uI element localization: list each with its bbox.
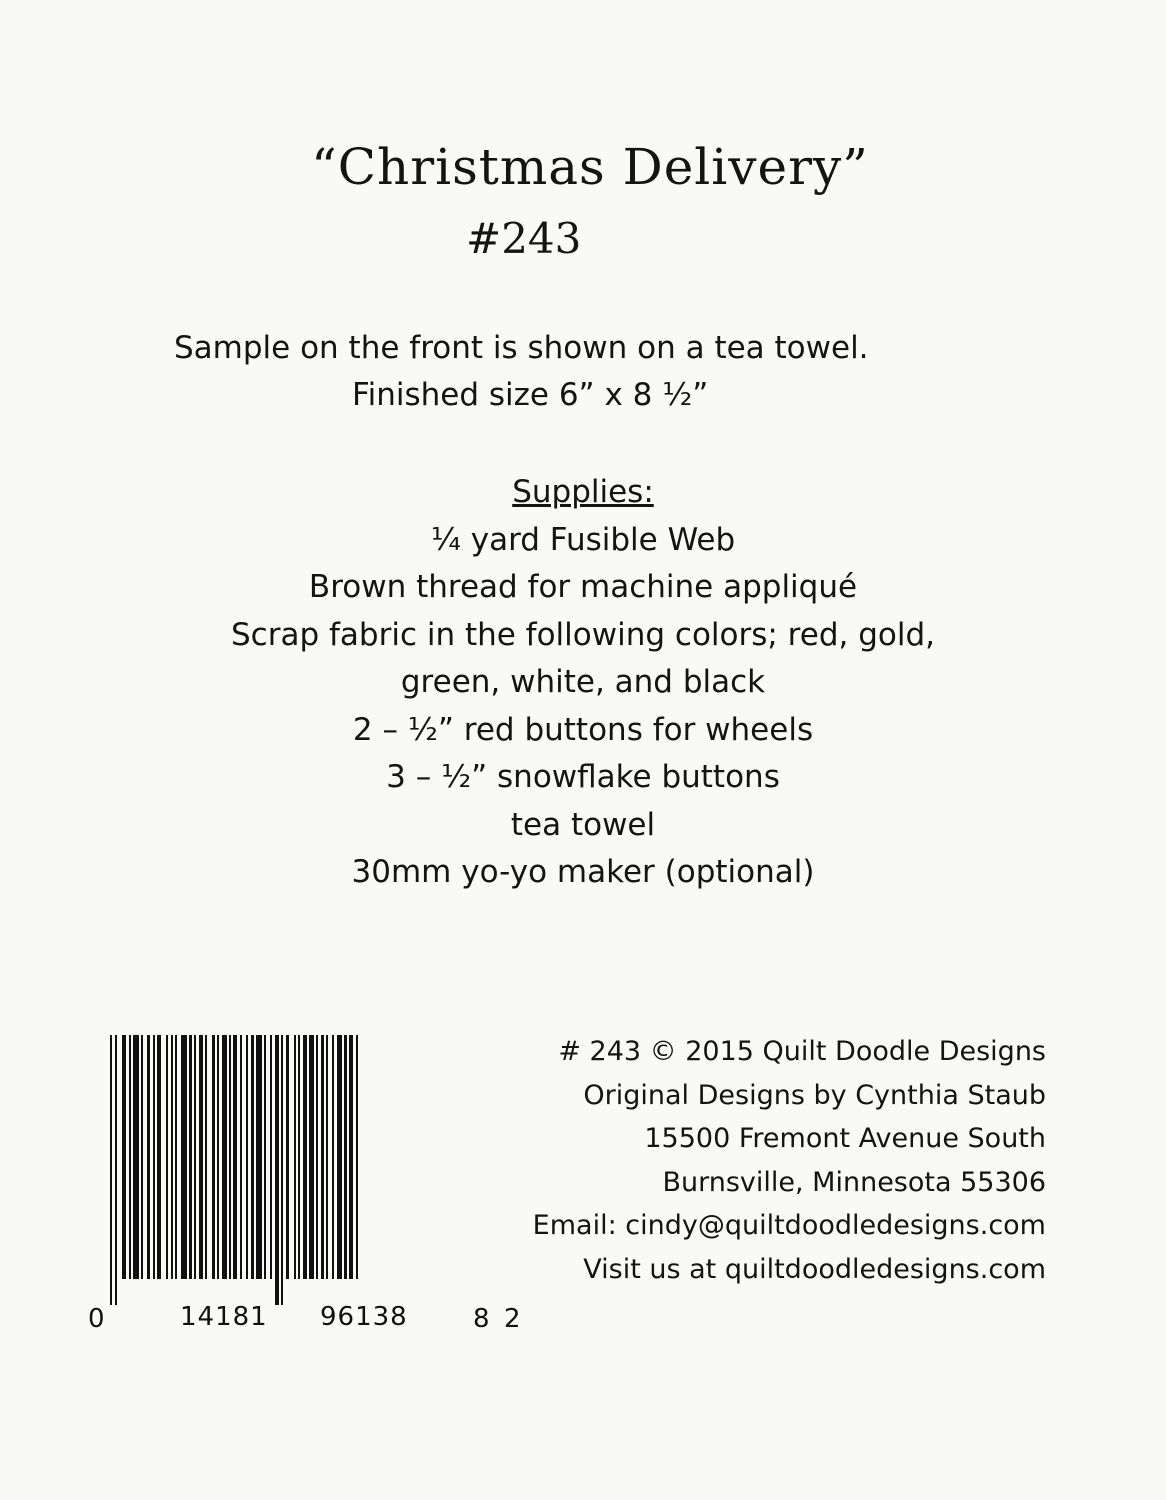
barcode-bar: [181, 1035, 187, 1279]
upc-barcode: [84, 1035, 524, 1335]
barcode-bar: [356, 1035, 358, 1279]
barcode-bar: [141, 1035, 143, 1279]
barcode-bar: [175, 1035, 177, 1279]
barcode-bar: [246, 1035, 248, 1279]
barcode-bar: [298, 1035, 300, 1279]
barcode-bar: [321, 1035, 324, 1279]
barcode-bar: [194, 1035, 196, 1279]
designer-line: Original Designs by Cynthia Staub: [583, 1079, 1046, 1111]
publisher-info: [533, 1030, 1046, 1291]
pattern-number: #243: [466, 214, 582, 263]
barcode-bar: [316, 1035, 318, 1279]
barcode-bar: [251, 1035, 254, 1279]
barcode-bar: [212, 1035, 215, 1279]
barcode-bar: [281, 1035, 283, 1305]
barcode-bar: [153, 1035, 155, 1279]
barcode-bar: [133, 1035, 139, 1279]
address-city: Burnsville, Minnesota 55306: [662, 1166, 1046, 1198]
barcode-bar: [275, 1035, 279, 1305]
email-line: Email: cindy@quiltdoodledesigns.com: [532, 1210, 1046, 1241]
barcode-bar: [199, 1035, 203, 1279]
barcode-group-right: 96138: [320, 1302, 408, 1332]
barcode-bar: [349, 1035, 353, 1279]
supply-item: ¼ yard Fusible Web: [430, 521, 736, 558]
supply-item: Brown thread for machine appliqué: [308, 569, 858, 605]
barcode-bar: [344, 1035, 347, 1279]
barcode-bar: [240, 1035, 242, 1279]
barcode-bar: [166, 1035, 168, 1279]
barcode-bar: [332, 1035, 334, 1279]
barcode-group-left: 14181: [180, 1302, 268, 1332]
barcode-bar: [303, 1035, 307, 1279]
barcode-bar: [294, 1035, 296, 1279]
supply-item: 30mm yo-yo maker (optional): [351, 854, 815, 890]
barcode-bar: [326, 1035, 328, 1279]
barcode-bar: [256, 1035, 262, 1279]
supply-item: 2 – ½” red buttons for wheels: [352, 711, 814, 748]
barcode-bar: [337, 1035, 342, 1279]
barcode-bar: [189, 1035, 192, 1279]
supplies-section: [0, 469, 1166, 897]
pattern-title: “Christmas Delivery”: [311, 138, 869, 196]
intro-finished-size: Finished size 6” x 8 ½”: [352, 377, 709, 413]
intro-sample-note: Sample on the front is shown on a tea towel.: [174, 330, 869, 366]
barcode-bar: [115, 1035, 117, 1305]
barcode-bar: [233, 1035, 237, 1279]
supply-item: green, white, and black: [400, 664, 766, 700]
supply-item: Scrap fabric in the following colors; red, gold,: [231, 616, 935, 653]
barcode-bars: [110, 1035, 358, 1305]
website-line: Visit us at quiltdoodledesigns.com: [583, 1253, 1046, 1285]
supply-item: tea towel: [510, 806, 656, 843]
address-street: 15500 Fremont Avenue South: [644, 1123, 1046, 1154]
supplies-list: [0, 517, 1166, 897]
copyright-line: # 243 © 2015 Quilt Doodle Designs: [558, 1036, 1046, 1067]
supplies-heading: Supplies:: [512, 474, 654, 510]
barcode-bar: [129, 1035, 131, 1279]
barcode-bar: [217, 1035, 219, 1279]
barcode-bar: [222, 1035, 227, 1279]
supply-item: 3 – ½” snowflake buttons: [386, 759, 780, 795]
barcode-bar: [157, 1035, 161, 1279]
barcode-bar: [270, 1035, 272, 1279]
barcode-digit-right: 2: [504, 1304, 521, 1334]
barcode-bar: [286, 1035, 289, 1279]
barcode-bar: [147, 1035, 150, 1279]
barcode-bar: [110, 1035, 112, 1305]
barcode-bar: [122, 1035, 126, 1279]
barcode-bar: [309, 1035, 314, 1279]
barcode-bar: [205, 1035, 207, 1279]
barcode-bar: [229, 1035, 231, 1279]
barcode-digit-left: 0: [88, 1304, 105, 1334]
barcode-check-digit: 8: [473, 1304, 490, 1334]
barcode-bar: [264, 1035, 266, 1279]
barcode-bar: [171, 1035, 173, 1279]
